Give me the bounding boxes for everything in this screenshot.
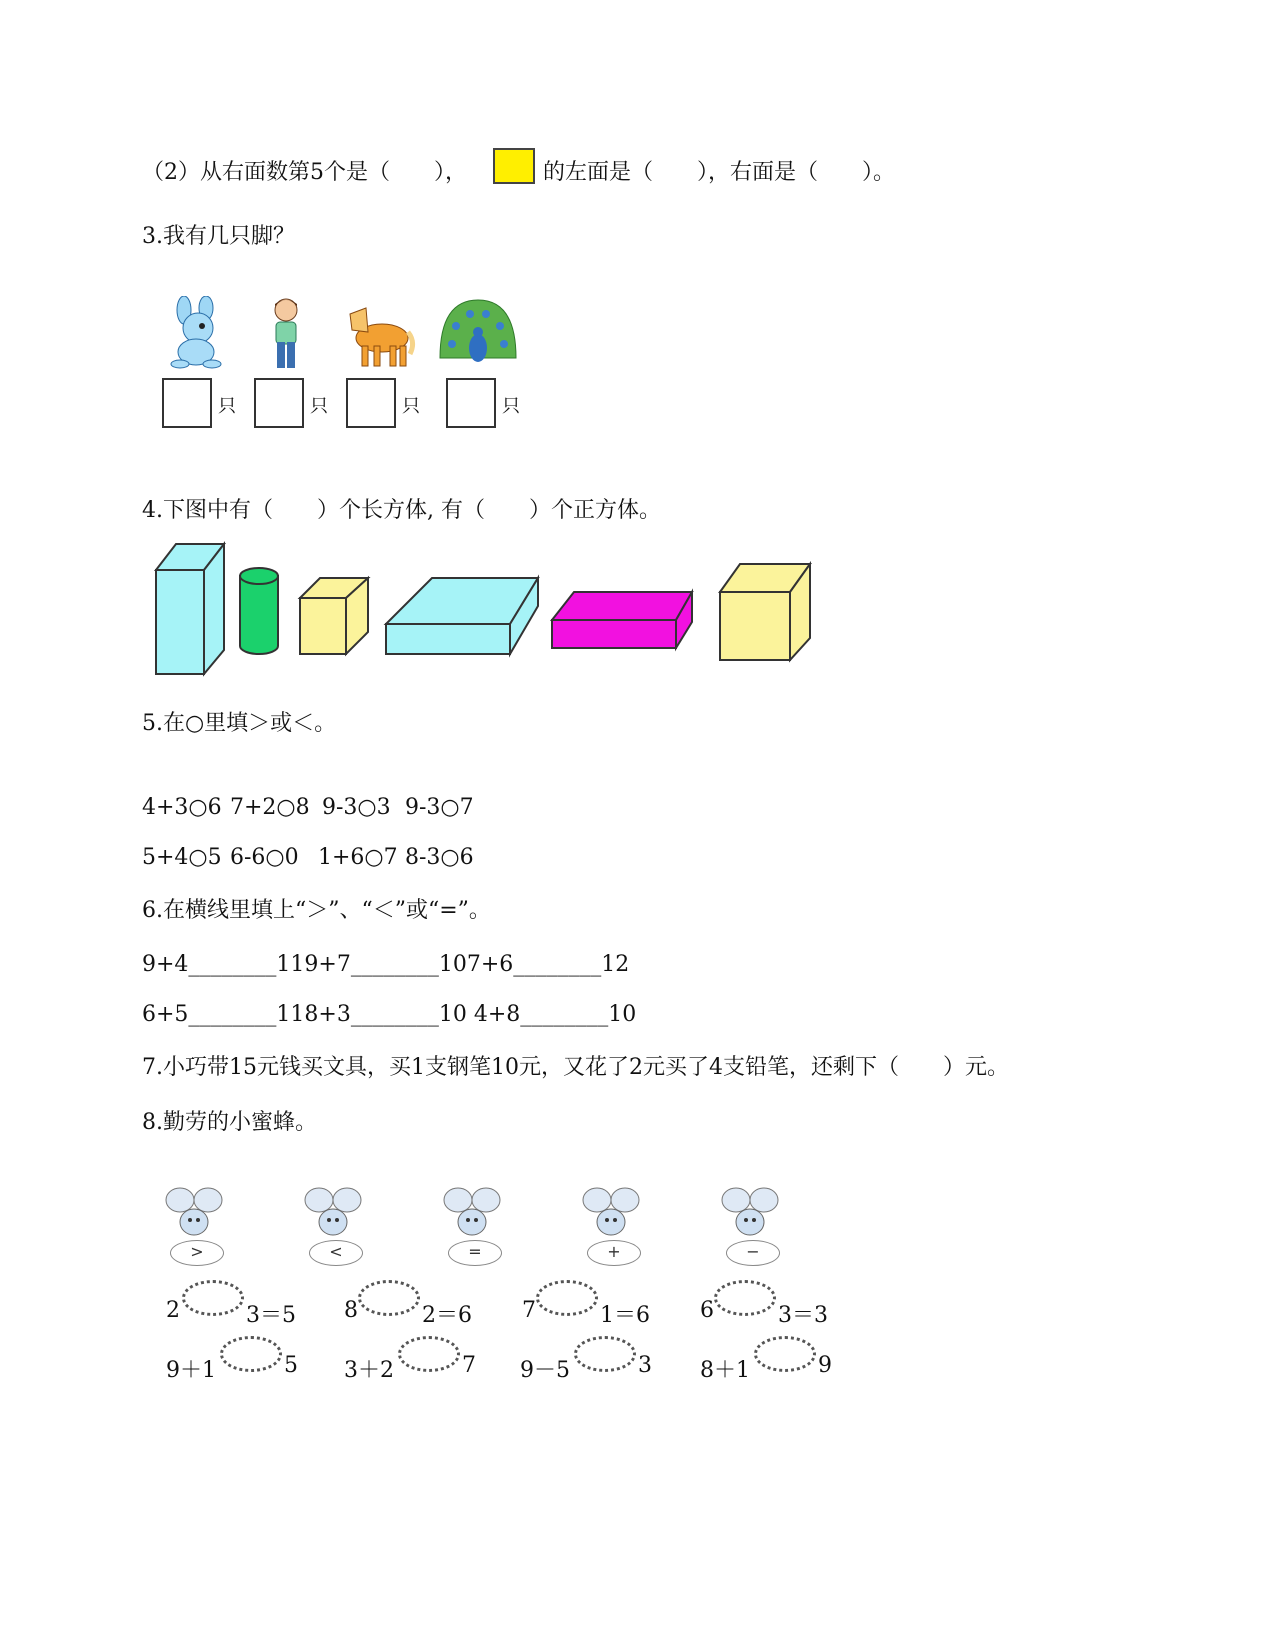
answer-oval[interactable] [574, 1336, 636, 1372]
eq-right: 5 [284, 1353, 298, 1378]
bee-minus [716, 1182, 786, 1272]
eq-right: 3＝3 [778, 1303, 828, 1328]
cyan-tall-cuboid [156, 544, 224, 674]
eq-left: 9＋1 [166, 1358, 216, 1383]
unit-label: 只 [218, 396, 236, 417]
bee-icon [438, 1182, 508, 1242]
eq-left: 6 [700, 1298, 714, 1323]
bee-plus [577, 1182, 647, 1272]
bee-icon [299, 1182, 369, 1242]
answer-oval[interactable] [358, 1280, 420, 1316]
answer-box-boy[interactable] [254, 378, 304, 428]
unit-label: 只 [502, 396, 520, 417]
unit-label: 只 [402, 396, 420, 417]
q5-item: 8-3○6 [405, 845, 474, 870]
q6-title: 6.在横线里填上“＞”、“＜”或“=”。 [142, 898, 491, 923]
answer-oval[interactable] [754, 1336, 816, 1372]
answer-box-peacock[interactable] [446, 378, 496, 428]
answer-oval[interactable] [714, 1280, 776, 1316]
answer-oval[interactable] [398, 1336, 460, 1372]
unit-label: 只 [310, 396, 328, 417]
solids-figure [150, 540, 820, 680]
eq-left: 2 [166, 1298, 180, 1323]
q6-row-2: 6+5________118+3________10 4+8________10 [142, 1002, 637, 1027]
q5-item: 4+3○6 [142, 795, 222, 820]
eq-right: 7 [462, 1353, 476, 1378]
q2-line-part1: （2）从右面数第5个是（ ）， [142, 160, 467, 185]
q3-figure [160, 292, 520, 432]
bee-symbol: = [448, 1240, 502, 1266]
eq-left: 7 [522, 1298, 536, 1323]
q3-title: 3.我有几只脚？ [142, 224, 295, 249]
peacock-icon [436, 296, 520, 368]
q6-row-1: 9+4________119+7________107+6________12 [142, 952, 630, 977]
bee-equal [438, 1182, 508, 1272]
bee-symbol: > [170, 1240, 224, 1266]
eq-left: 8＋1 [700, 1358, 750, 1383]
q5-item: 6-6○0 [230, 845, 299, 870]
bee-greater [160, 1182, 230, 1272]
eq-right: 1＝6 [600, 1303, 650, 1328]
cyan-flat-cuboid [386, 578, 538, 654]
q5-item: 9-3○7 [405, 795, 474, 820]
eq-left: 9－5 [520, 1358, 570, 1383]
q5-item: 7+2○8 [230, 795, 310, 820]
eq-right: 9 [818, 1353, 832, 1378]
magenta-cuboid [552, 592, 692, 648]
bee-icon [577, 1182, 647, 1242]
bee-icon [160, 1182, 230, 1242]
yellow-large-cube [720, 564, 810, 660]
q7-title: 7.小巧带15元钱买文具，买1支钢笔10元，又花了2元买了4支铅笔，还剩下（ ）元。 [142, 1055, 1009, 1080]
answer-box-horse[interactable] [346, 378, 396, 428]
boy-icon [264, 296, 308, 372]
bee-symbol: − [726, 1240, 780, 1266]
eq-right: 3 [638, 1353, 652, 1378]
q2-line-part2: 的左面是（ ），右面是（ ）。 [543, 160, 896, 185]
bee-icon [716, 1182, 786, 1242]
yellow-small-cube [300, 578, 368, 654]
eq-right: 3＝5 [246, 1303, 296, 1328]
bee-symbol: < [309, 1240, 363, 1266]
q5-item: 9-3○3 [322, 795, 391, 820]
bee-less [299, 1182, 369, 1272]
yellow-square-icon [493, 148, 535, 184]
q8-title: 8.勤劳的小蜜蜂。 [142, 1110, 317, 1135]
bee-symbol: + [587, 1240, 641, 1266]
q4-title: 4.下图中有（ ）个长方体, 有（ ）个正方体。 [142, 498, 661, 523]
answer-oval[interactable] [220, 1336, 282, 1372]
eq-left: 3＋2 [344, 1358, 394, 1383]
answer-box-rabbit[interactable] [162, 378, 212, 428]
q5-item: 1+6○7 [318, 845, 398, 870]
green-cylinder [240, 568, 278, 654]
rabbit-icon [166, 296, 230, 370]
answer-oval[interactable] [182, 1280, 244, 1316]
eq-right: 2＝6 [422, 1303, 472, 1328]
q5-item: 5+4○5 [142, 845, 222, 870]
answer-oval[interactable] [536, 1280, 598, 1316]
q5-title: 5.在○里填＞或＜。 [142, 711, 337, 736]
eq-left: 8 [344, 1298, 358, 1323]
horse-icon [338, 302, 416, 372]
